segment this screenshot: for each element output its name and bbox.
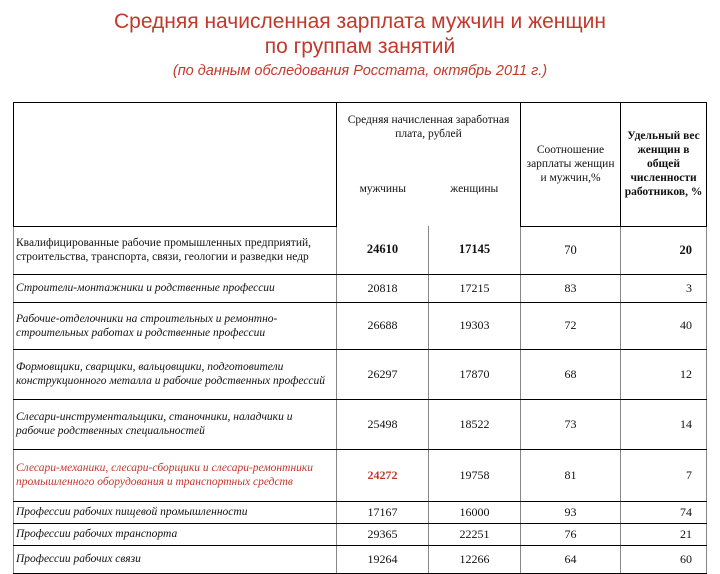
row-women: 19758 [429,449,521,501]
header-blank-cell [14,103,337,227]
salary-table [13,102,707,574]
table-row [14,545,707,573]
row-men: 24272 [337,449,429,501]
row-label: Формовщики, сварщики, вальцовщики, подготовители конструкционного металла и рабочие родственных профессий [14,349,337,399]
table-row [14,274,707,302]
row-label: Профессии рабочих пищевой промышленности [14,501,337,523]
row-ratio: 64 [521,545,621,573]
row-label: Рабочие-отделочники на строительных и ремонтно-строительных работах и родственные профессии [14,302,337,349]
row-share: 7 [621,449,707,501]
table-row [14,349,707,399]
header-men: мужчины [359,182,406,195]
row-ratio: 72 [521,302,621,349]
row-ratio: 68 [521,349,621,399]
table-row [14,302,707,349]
title-line-2: по группам занятий [264,35,456,58]
table-row [14,523,707,545]
row-men: 20818 [337,274,429,302]
row-men: 24610 [337,226,429,274]
row-women: 16000 [429,501,521,523]
row-ratio: 70 [521,226,621,274]
row-share: 20 [621,226,707,274]
row-ratio: 83 [521,274,621,302]
row-share: 14 [621,399,707,449]
table-row [14,501,707,523]
row-men: 26297 [337,349,429,399]
row-men: 17167 [337,501,429,523]
row-share: 60 [621,545,707,573]
row-label: Квалифицированные рабочие промышленных предприятий, строительства, транспорта, связи, геологии и разведки недр [14,226,337,274]
row-share: 12 [621,349,707,399]
row-share: 74 [621,501,707,523]
table-row [14,399,707,449]
row-label: Слесари-механики, слесари-сборщики и слесари-ремонтники промышленного оборудования и транспортных средств [14,449,337,501]
header-salary-group: Средняя начисленная заработная плата, рублей [337,103,521,152]
row-share: 3 [621,274,707,302]
row-label: Слесари-инструментальщики, станочники, наладчики и рабочие родственных специальностей [14,399,337,449]
row-women: 17870 [429,349,521,399]
row-label: Строители-монтажники и родственные профессии [14,274,337,302]
table-row [14,226,707,274]
row-women: 18522 [429,399,521,449]
row-share: 21 [621,523,707,545]
row-women: 12266 [429,545,521,573]
title-line-1: Средняя начисленная зарплата мужчин и женщин [113,10,607,33]
row-men: 26688 [337,302,429,349]
row-label: Профессии рабочих транспорта [14,523,337,545]
row-men: 25498 [337,399,429,449]
row-ratio: 76 [521,523,621,545]
row-label: Профессии рабочих связи [14,545,337,573]
row-ratio: 73 [521,399,621,449]
row-share: 40 [621,302,707,349]
row-ratio: 93 [521,501,621,523]
row-women: 19303 [429,302,521,349]
header-ratio: Соотношение зарплаты женщин и мужчин,% [521,103,621,227]
header-women: женщины [450,182,499,195]
header-women-share: Удельный вес женщин в общей численности работников, % [621,103,707,227]
table-row-highlighted [14,449,707,501]
row-women: 17145 [429,226,521,274]
subtitle-source: (по данным обследования Росстата, октябрь 2011 г.) [172,63,548,79]
row-men: 19264 [337,545,429,573]
row-women: 17215 [429,274,521,302]
row-women: 22251 [429,523,521,545]
row-men: 29365 [337,523,429,545]
row-ratio: 81 [521,449,621,501]
